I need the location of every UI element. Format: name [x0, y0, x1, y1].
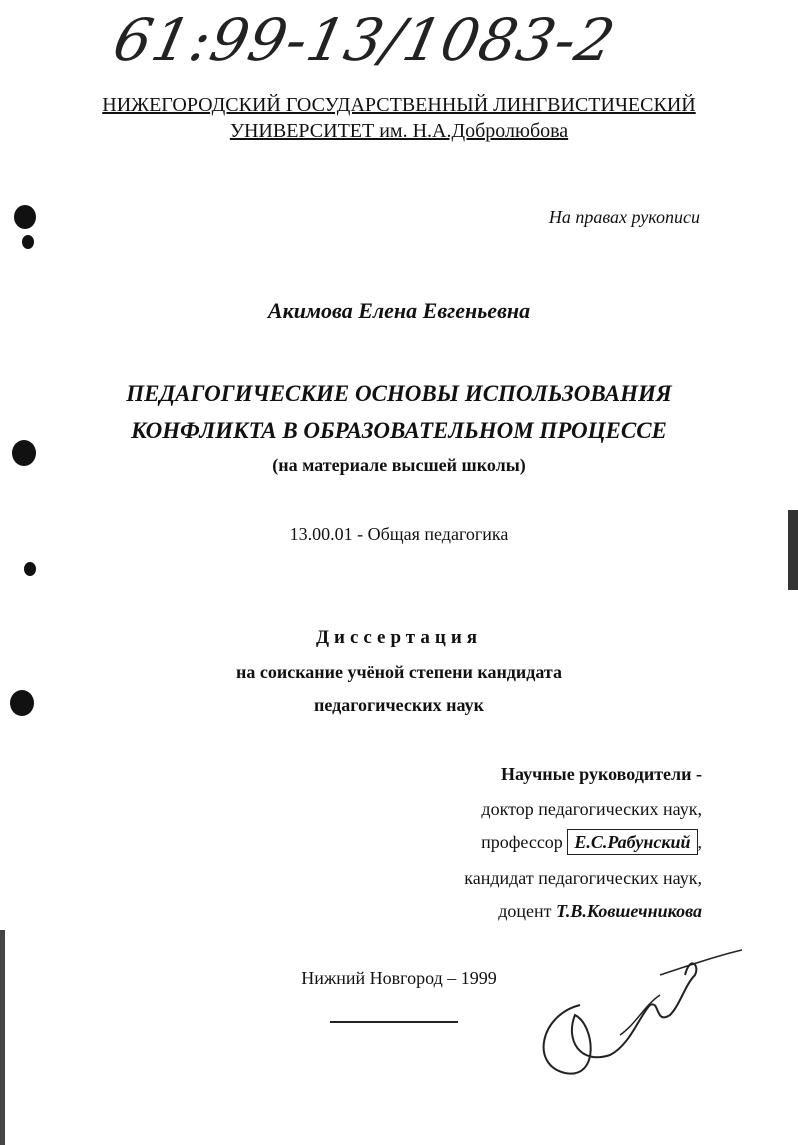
- punch-hole-mark: [24, 562, 36, 576]
- supervisor1-degree: доктор педагогических наук,: [481, 799, 702, 819]
- manuscript-rights-note: На правах рукописи: [548, 207, 700, 227]
- degree-line1: на соискание учёной степени кандидата: [235, 662, 562, 682]
- signature-icon: [520, 945, 750, 1095]
- title-line2: КОНФЛИКТА В ОБРАЗОВАТЕЛЬНОМ ПРОЦЕССЕ: [131, 418, 667, 443]
- title-subtitle: (на материале высшей школы): [272, 455, 526, 475]
- supervisor2-degree: кандидат педагогических наук,: [464, 868, 702, 888]
- supervisor1-comma: ,: [697, 832, 702, 852]
- punch-hole-mark: [10, 690, 34, 716]
- supervisor1-name: Е.С.Рабунский: [567, 829, 697, 855]
- supervisor1-line: [481, 832, 702, 853]
- archive-code-handwritten: 61:99-13/1083-2: [107, 6, 622, 74]
- title-line1: ПЕДАГОГИЧЕСКИЕ ОСНОВЫ ИСПОЛЬЗОВАНИЯ: [126, 381, 672, 406]
- author-name: Акимова Елена Евгеньевна: [267, 298, 531, 323]
- degree-line2: педагогических наук: [314, 695, 484, 715]
- supervisor2-line: [498, 901, 702, 922]
- supervisors-heading: Научные руководители -: [501, 764, 702, 784]
- city-year: Нижний Новгород – 1999: [301, 968, 497, 988]
- university-name-line1: НИЖЕГОРОДСКИЙ ГОСУДАРСТВЕННЫЙ ЛИНГВИСТИЧЕСКИЙ: [102, 94, 696, 116]
- scan-edge-mark: [0, 930, 5, 1145]
- supervisor2-title: доцент: [498, 901, 552, 921]
- city-underline: [330, 1021, 458, 1023]
- supervisor1-title: профессор: [481, 832, 563, 852]
- punch-hole-mark: [22, 235, 34, 249]
- university-name-line2: УНИВЕРСИТЕТ им. Н.А.Добролюбова: [229, 120, 569, 142]
- scan-edge-mark: [788, 510, 798, 590]
- dissertation-label: Диссертация: [315, 627, 483, 648]
- punch-hole-mark: [14, 205, 36, 229]
- punch-hole-mark: [12, 440, 36, 466]
- supervisor2-name: Т.В.Ковшечникова: [556, 901, 702, 921]
- specialty-code: 13.00.01 - Общая педагогика: [289, 524, 509, 544]
